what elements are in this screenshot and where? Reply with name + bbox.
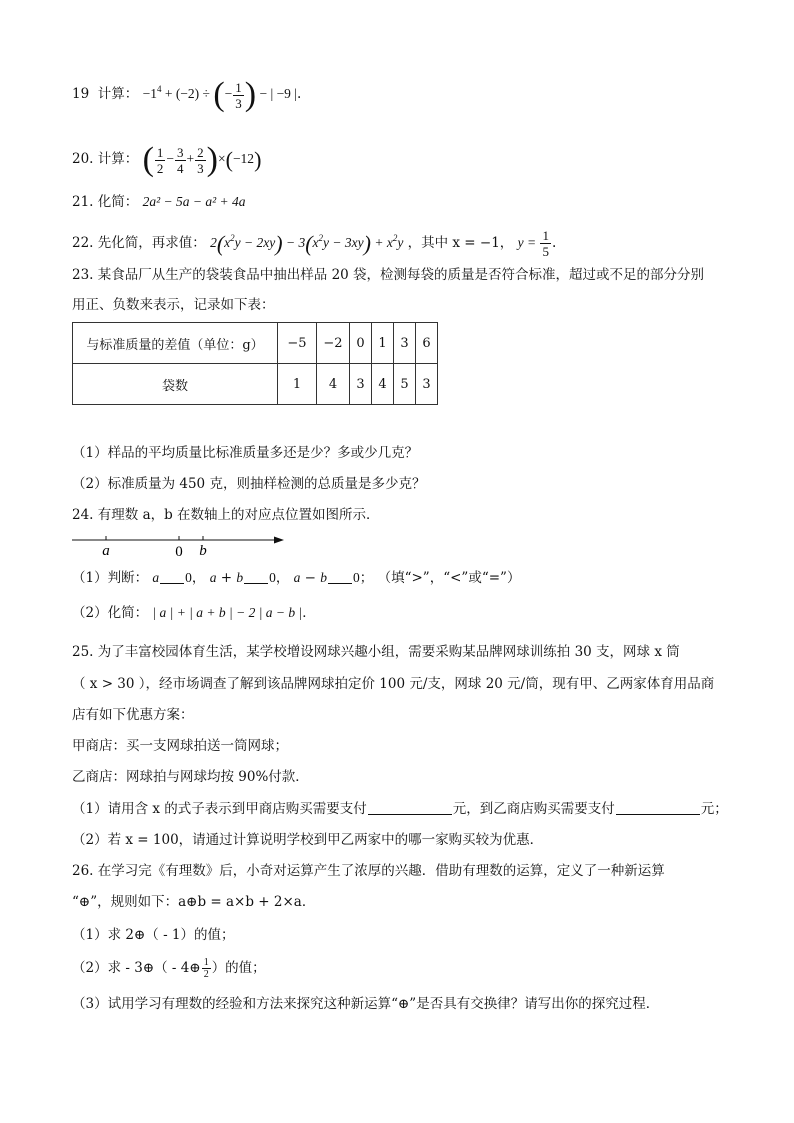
question-23-sub2: （2）标准质量为 450 克，则抽样检测的总质量是多少克？: [72, 476, 426, 492]
table-cell: 0: [350, 323, 372, 364]
question-number: 26.: [72, 863, 94, 879]
question-label: 先化简，再求值：: [97, 235, 206, 251]
table-cell: 5: [394, 364, 416, 405]
table-row: [73, 323, 438, 364]
question-26-line2: “⊕”，规则如下：a⊕b = a×b + 2×a．: [72, 894, 316, 910]
label-b: b: [199, 543, 207, 559]
condition: ，其中 x = −1，: [407, 235, 514, 251]
label-a: a: [102, 543, 110, 559]
question-25-line2: （ x > 30 ），经市场调查了解到该品牌网球拍定价 100 元/支，网球 20 元/筒，现有甲、乙两家体育用品商: [72, 676, 715, 692]
question-25-line3: 店有如下优惠方案：: [72, 707, 194, 723]
table-cell: −2: [317, 323, 350, 364]
question-26: 26. 在学习完《有理数》后，小奇对运算产生了浓厚的兴趣．借助有理数的运算，定义了一种新运算: [72, 863, 665, 879]
table-cell: 3: [350, 364, 372, 405]
question-23-line2: 用正、负数来表示，记录如下表：: [72, 297, 275, 313]
question-25: 25. 为了丰富校园体育生活，某学校增设网球兴趣小组，需要采购某品牌网球训练拍 30 支，网球 x 筒: [72, 644, 680, 660]
answer-blank[interactable]: [328, 569, 352, 584]
question-26-sub1: （1）求 2⊕（ - 1）的值；: [72, 927, 235, 943]
expression: $2(x^2y - 2xy) - 3(x^2y - 3xy) + x^2y$: [210, 230, 404, 256]
table-row-label: 袋数: [73, 364, 278, 405]
question-24-sub2: （2）化简： | a | + | a + b | − 2 | a − b |．: [72, 605, 316, 621]
answer-blank-a[interactable]: [368, 800, 452, 815]
expression: | a | + | a + b | − 2 | a − b |: [152, 605, 303, 620]
question-number: 23.: [72, 267, 94, 283]
data-table: [72, 322, 438, 405]
question-23-sub1: （1）样品的平均质量比标准质量多还是少？多或少几克？: [72, 445, 419, 461]
question-number: 25.: [72, 644, 94, 660]
expression: 2a² − 5a − a² + 4a: [142, 194, 246, 209]
table-header: 与标准质量的差值（单位：g）: [73, 323, 278, 364]
shop-b: 乙商店：网球拍与网球均按 90%付款．: [72, 769, 309, 785]
question-24: 24. 有理数 a，b 在数轴上的对应点位置如图所示．: [72, 507, 380, 523]
question-26-sub3: （3）试用学习有理数的经验和方法来探究这种新运算“⊕”是否具有交换律？请写出你的探究过程．: [72, 996, 660, 1012]
label-zero: 0: [175, 544, 183, 559]
question-25-sub2: （2）若 x = 100，请通过计算说明学校到甲乙两家中的哪一家购买较为优惠．: [72, 832, 544, 848]
question-number: 21.: [72, 194, 94, 210]
question-number: 22.: [72, 235, 94, 251]
table-cell: 3: [416, 364, 438, 405]
question-label: 计算：: [97, 151, 139, 168]
question-26-sub2: （2）求 - 3⊕（ - 4⊕ $\frac{1}{2}$ ）的值；: [72, 957, 266, 980]
table-cell: 3: [394, 323, 416, 364]
question-20: [72, 143, 261, 177]
question-label: 计算：: [97, 86, 139, 103]
number-line: [72, 533, 284, 559]
question-label: 化简：: [97, 194, 139, 210]
answer-blank[interactable]: [244, 569, 268, 584]
arrow-icon: [274, 537, 284, 544]
table-cell: 1: [278, 364, 317, 405]
expression: ( $\frac{1}{2}$ − $\frac{3}{4}$ + $\frac{2}{3}$ )×(−12): [142, 141, 262, 178]
question-23: 23. 某食品厂从生产的袋装食品中抽出样品 20 袋，检测每袋的质量是否符合标准，超过或不足的部分分别: [72, 267, 705, 283]
shop-a: 甲商店：买一支网球拍送一筒网球；: [72, 738, 288, 754]
table-cell: 1: [372, 323, 394, 364]
answer-blank-b[interactable]: [616, 800, 700, 815]
question-number: 20.: [72, 151, 94, 168]
question-number: 19: [72, 86, 90, 103]
question-21: [72, 192, 246, 212]
question-number: 24.: [72, 507, 94, 523]
table-row: [73, 364, 438, 405]
table-cell: −5: [278, 323, 317, 364]
question-22: 22. 先化简，再求值： $2(x^2y - 2xy) - 3(x^2y - 3xy) + x^2y$ ，其中 x = −1， y = $\frac{1}{5}$ .: [72, 228, 557, 259]
question-19: 19 计算： $-1^4 + (-2)$ ÷ (− $\frac{1}{3}$ ) − | −9 |.: [72, 76, 302, 113]
expression: $-1^4 + (-2)$ ÷ (− $\frac{1}{3}$ ) − | −9 |: [142, 76, 298, 113]
table-cell: 6: [416, 323, 438, 364]
question-25-sub1: （1）请用含 x 的式子表示到甲商店购买需要支付 元，到乙商店购买需要支付 元；: [72, 801, 728, 817]
table-cell: 4: [317, 364, 350, 405]
table-cell: 4: [372, 364, 394, 405]
answer-blank[interactable]: [160, 569, 184, 584]
question-24-sub1: （1）判断： a 0， a + b 0， a − b 0； （填“>”，“<”或“=”）: [72, 570, 521, 586]
